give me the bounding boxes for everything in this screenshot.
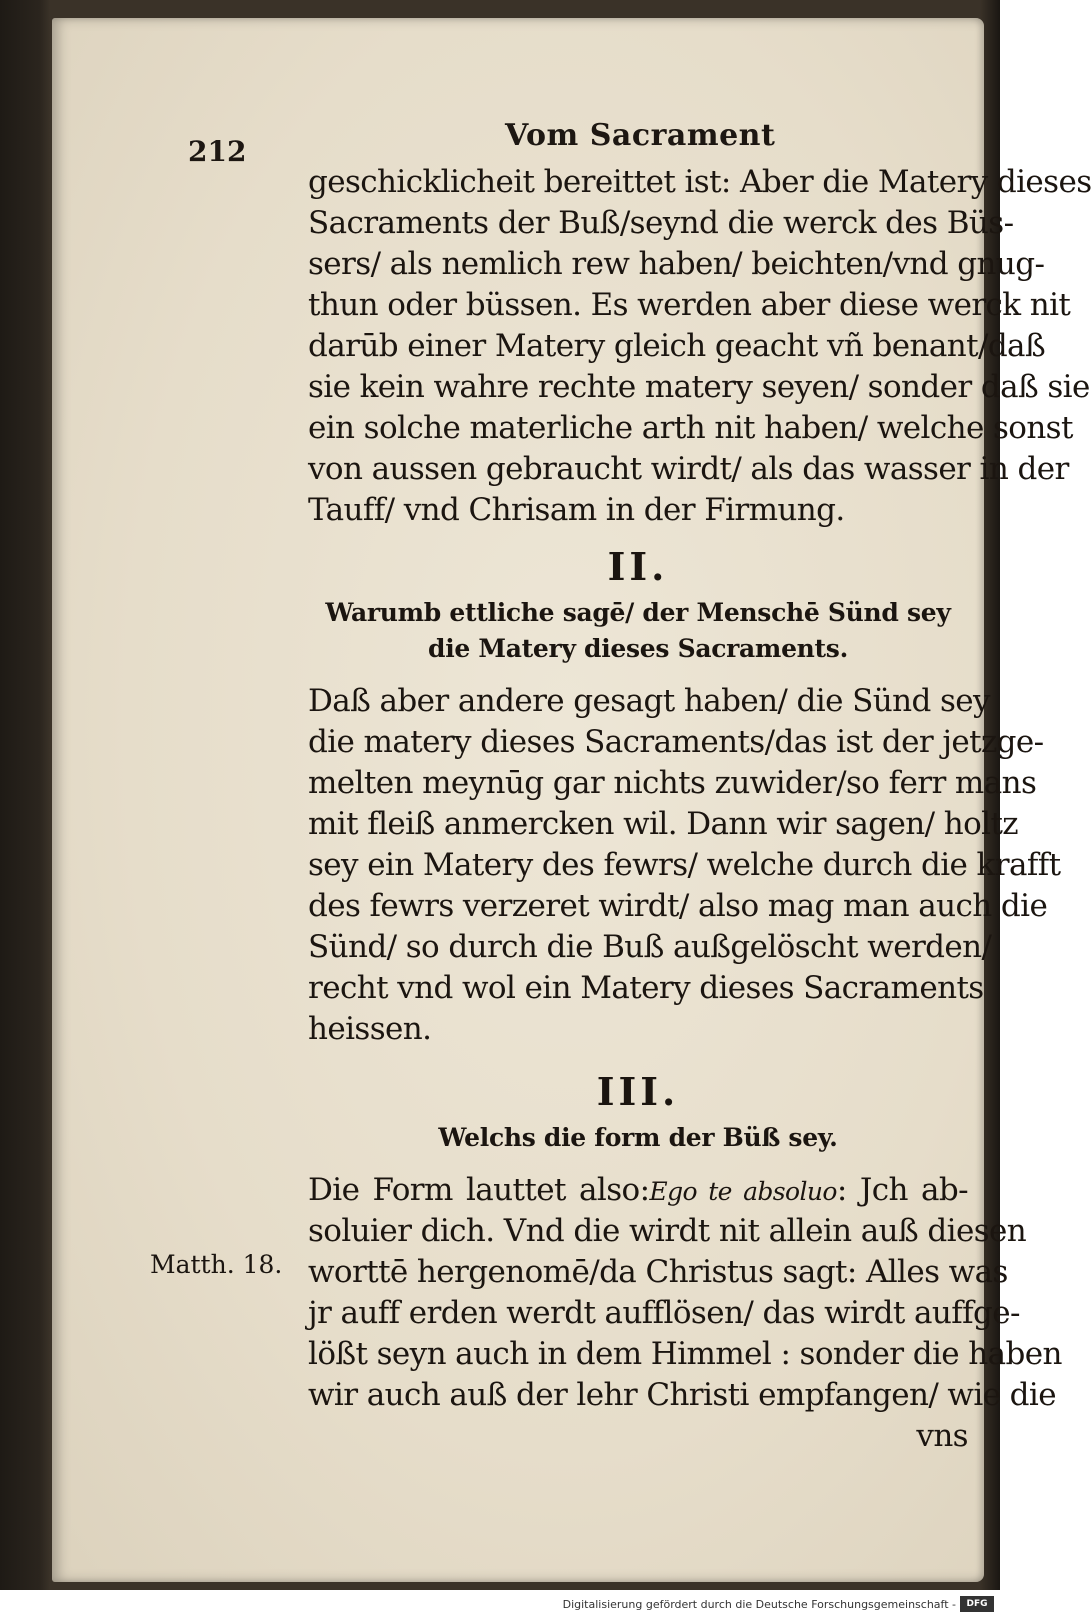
text-line: thun oder büssen. Es werden aber diese werck nit: [308, 287, 1071, 323]
section-heading-2-line2: die Matery dieses Sacraments.: [428, 634, 848, 663]
text-line: ein solche materliche arth nit haben/ welche sonst: [308, 410, 1073, 446]
text-line: soluier dich. Vnd die wirdt nit allein auß diesen: [308, 1213, 1027, 1249]
text-line: jr auff erden werdt aufflösen/ das wirdt auffge-: [308, 1295, 1020, 1331]
intro-paragraph: [308, 162, 1092, 531]
section-2-paragraph: [308, 681, 1061, 1050]
text-line: recht vnd wol ein Matery dieses Sacraments: [308, 970, 984, 1006]
text-line: die matery dieses Sacraments/das ist der jetzge-: [308, 724, 1044, 760]
text-line: Tauff/ vnd Chrisam in der Firmung.: [308, 492, 845, 528]
dfg-logo: DFG: [960, 1596, 994, 1612]
text-line: Sünd/ so durch die Buß außgelöscht werden/: [308, 929, 992, 965]
section-numeral-2: II.: [607, 544, 669, 589]
text-block: [308, 162, 1092, 1457]
text-span: Die Form lauttet also:: [308, 1172, 650, 1208]
catchword: vns: [916, 1418, 968, 1454]
section-heading-2-line1: Warumb ettliche sagē/ der Menschē Sünd sey: [325, 598, 951, 627]
footer: [0, 1592, 1000, 1620]
running-head: Vom Sacrament: [505, 118, 776, 153]
text-line: geschicklicheit bereittet ist: Aber die Matery dieses: [308, 164, 1092, 200]
text-line: heissen.: [308, 1011, 432, 1047]
latin-phrase: Ego te absoluo: [649, 1177, 837, 1206]
marginal-note: Matth. 18.: [150, 1250, 283, 1279]
text-line: melten meynūg gar nichts zuwider/so ferr mans: [308, 765, 1037, 801]
text-line-with-latin: [308, 1170, 968, 1211]
text-line: wir auch auß der lehr Christi empfangen/ wie die: [308, 1377, 1056, 1413]
text-line: darūb einer Matery gleich geacht vñ benant/daß: [308, 328, 1046, 364]
text-line: lößt seyn auch in dem Himmel : sonder die haben: [308, 1336, 1062, 1372]
text-line: Sacraments der Buß/seynd die werck des Büs-: [308, 205, 1014, 241]
text-line: mit fleiß anmercken wil. Dann wir sagen/ holtz: [308, 806, 1019, 842]
text-line: worttē hergenomē/da Christus sagt: Alles was: [308, 1254, 1008, 1290]
section-heading-3: Welchs die form der Büß sey.: [438, 1123, 838, 1152]
text-line: sie kein wahre rechte matery seyen/ sonder daß sie: [308, 369, 1090, 405]
text-line: des fewrs verzeret wirdt/ also mag man auch die: [308, 888, 1048, 924]
text-span: : Jch ab-: [836, 1172, 968, 1208]
footer-credit: Digitalisierung gefördert durch die Deutsche Forschungsgemeinschaft -: [562, 1598, 956, 1611]
text-line: von aussen gebraucht wirdt/ als das wasser in der: [308, 451, 1069, 487]
text-line: sers/ als nemlich rew haben/ beichten/vnd gnug-: [308, 246, 1045, 282]
page-number: 212: [188, 135, 247, 168]
text-line: Daß aber andere gesagt haben/ die Sünd sey: [308, 683, 990, 719]
text-line: sey ein Matery des fewrs/ welche durch die krafft: [308, 847, 1061, 883]
section-numeral-3: III.: [596, 1069, 680, 1114]
section-3-paragraph: [308, 1170, 1062, 1457]
